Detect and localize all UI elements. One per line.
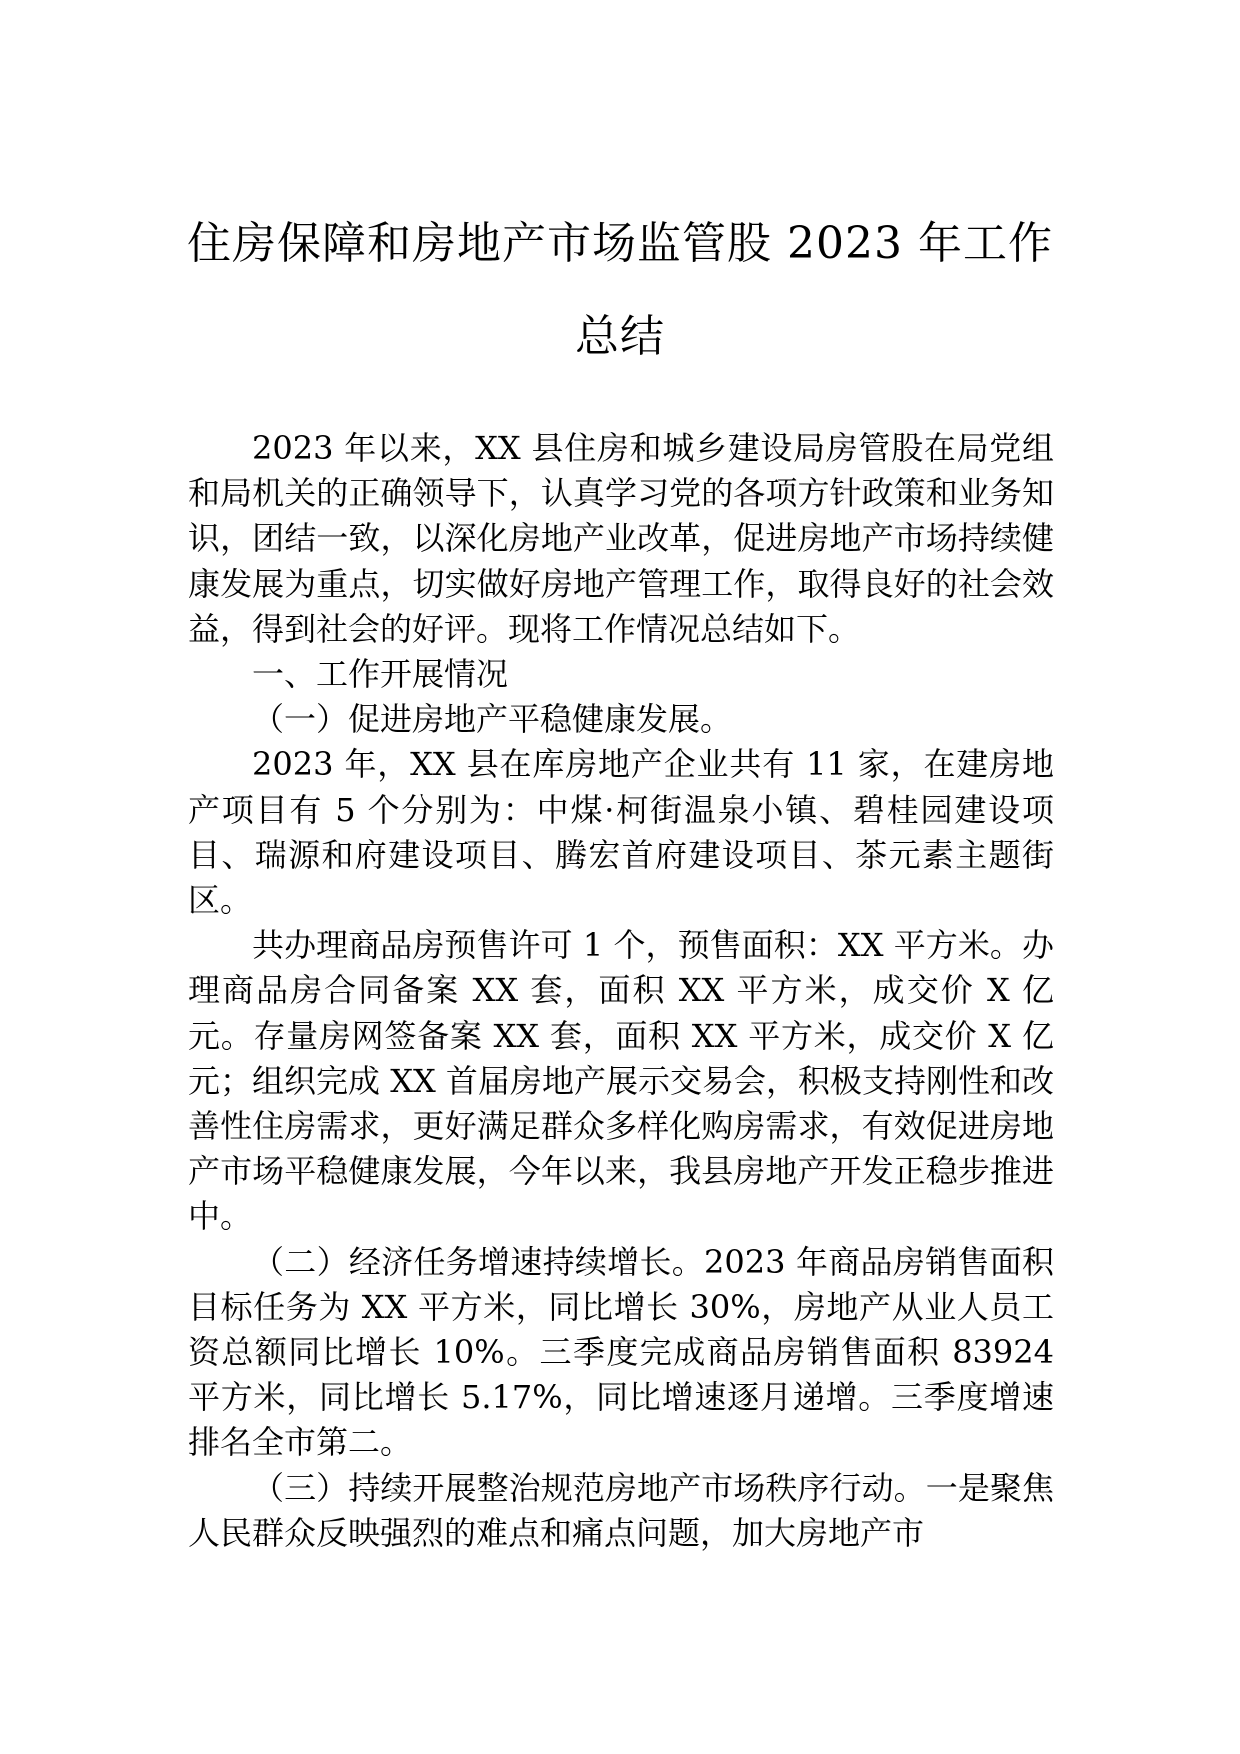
document-title-line-2: 总结	[575, 311, 665, 362]
document-body	[188, 426, 1054, 1556]
paragraph-presale: 共办理商品房预售许可 1 个，预售面积：XX 平方米。办理商品房合同备案 XX 套，面积 XX 平方米，成交价 X 亿元。存量房网签备案 XX 套，面积 XX 平方米，成交价 X 亿元；组织完成 XX 首届房地产展示交易会，积极支持刚性和改善性住房需求，更好满足群众多样化购房需求，有效促进房地产市场平稳健康发展，今年以来，我县房地产开发正稳步推进中。	[188, 926, 1054, 1236]
document-title-line-1: 住房保障和房地产市场监管股 2023 年工作	[187, 218, 1053, 269]
paragraph-enterprises: 2023 年，XX 县在库房地产企业共有 11 家，在建房地产项目有 5 个分别为：中煤·柯街温泉小镇、碧桂园建设项目、瑞源和府建设项目、腾宏首府建设项目、茶元素主题街区。	[188, 745, 1054, 920]
paragraph-market-order: （三）持续开展整治规范房地产市场秩序行动。一是聚焦人民群众反映强烈的难点和痛点问题，加大房地产市	[188, 1468, 1054, 1552]
paragraph-economic-tasks: （二）经济任务增速持续增长。2023 年商品房销售面积目标任务为 XX 平方米，同比增长 30%，房地产从业人员工资总额同比增长 10%。三季度完成商品房销售面积 83924 平方米，同比增长 5.17%，同比增速逐月递增。三季度增速排名全市第二。	[188, 1242, 1054, 1462]
paragraph-intro: 2023 年以来，XX 县住房和城乡建设局房管股在局党组和局机关的正确领导下，认真学习党的各项方针政策和业务知识，团结一致，以深化房地产业改革，促进房地产市场持续健康发展为重点，切实做好房地产管理工作，取得良好的社会效益，得到社会的好评。现将工作情况总结如下。	[188, 429, 1054, 648]
section-heading-1: 一、工作开展情况	[252, 655, 509, 694]
subsection-heading-1: （一）促进房地产平稳健康发展。	[252, 700, 733, 739]
